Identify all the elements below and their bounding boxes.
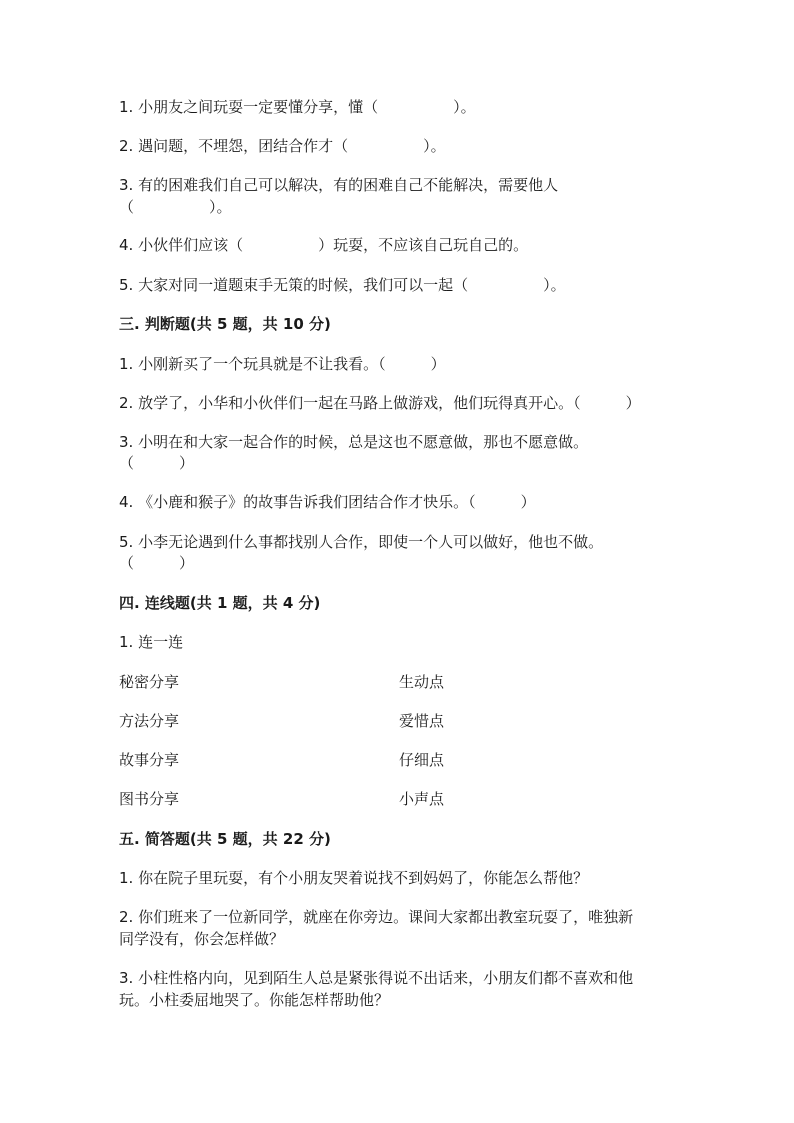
short-answer-item-1: 1. 你在院子里玩耍，有个小朋友哭着说找不到妈妈了，你能怎么帮他？ bbox=[119, 869, 589, 887]
short-answer-item-3: 3. 小柱性格内向，见到陌生人总是紧张得说不出话来，小朋友们都不喜欢和他 bbox=[119, 969, 634, 987]
short-answer-item-2-cont: 同学没有，你会怎样做？ bbox=[119, 930, 285, 948]
fill-in-item-5: 5. 大家对同一道题束手无策的时候，我们可以一起（ ）。 bbox=[119, 276, 566, 294]
match-section-heading: 四. 连线题(共 1 题，共 4 分) bbox=[119, 594, 321, 612]
judge-section-heading: 三. 判断题(共 5 题，共 10 分) bbox=[119, 315, 331, 333]
fill-in-item-3-blank: （ ）。 bbox=[119, 198, 232, 216]
short-answer-item-3-cont: 玩。小柱委屈地哭了。你能怎样帮助他？ bbox=[119, 991, 390, 1009]
match-right-item: 生动点 bbox=[399, 673, 445, 691]
match-row bbox=[119, 711, 679, 731]
short-answer-section-heading: 五. 简答题(共 5 题，共 22 分) bbox=[119, 830, 331, 848]
match-right-item: 小声点 bbox=[399, 790, 445, 808]
judge-item-4: 4. 《小鹿和猴子》的故事告诉我们团结合作才快乐。（ ） bbox=[119, 493, 536, 511]
match-left-item: 秘密分享 bbox=[119, 673, 180, 691]
match-row bbox=[119, 672, 679, 692]
judge-item-5-blank: （ ） bbox=[119, 554, 195, 572]
judge-item-3-blank: （ ） bbox=[119, 454, 195, 472]
match-prompt: 1. 连一连 bbox=[119, 633, 184, 651]
judge-item-2: 2. 放学了，小华和小伙伴们一起在马路上做游戏，他们玩得真开心。（ ） bbox=[119, 394, 641, 412]
judge-item-3: 3. 小明在和大家一起合作的时候，总是这也不愿意做，那也不愿意做。 bbox=[119, 433, 589, 451]
short-answer-item-2: 2. 你们班来了一位新同学，就座在你旁边。课间大家都出教室玩耍了，唯独新 bbox=[119, 908, 634, 926]
match-row bbox=[119, 789, 679, 809]
match-left-item: 方法分享 bbox=[119, 712, 180, 730]
match-right-item: 仔细点 bbox=[399, 751, 445, 769]
fill-in-item-4: 4. 小伙伴们应该（ ）玩耍，不应该自己玩自己的。 bbox=[119, 236, 529, 254]
match-left-item: 图书分享 bbox=[119, 790, 180, 808]
fill-in-item-1: 1. 小朋友之间玩耍一定要懂分享，懂（ ）。 bbox=[119, 98, 476, 116]
match-right-item: 爱惜点 bbox=[399, 712, 445, 730]
fill-in-item-3: 3. 有的困难我们自己可以解决，有的困难自己不能解决，需要他人 bbox=[119, 176, 559, 194]
match-row bbox=[119, 750, 679, 770]
judge-item-1: 1. 小刚新买了一个玩具就是不让我看。（ ） bbox=[119, 355, 446, 373]
fill-in-item-2: 2. 遇问题，不埋怨，团结合作才（ ）。 bbox=[119, 137, 446, 155]
judge-item-5: 5. 小李无论遇到什么事都找别人合作，即使一个人可以做好，他也不做。 bbox=[119, 533, 604, 551]
match-left-item: 故事分享 bbox=[119, 751, 180, 769]
